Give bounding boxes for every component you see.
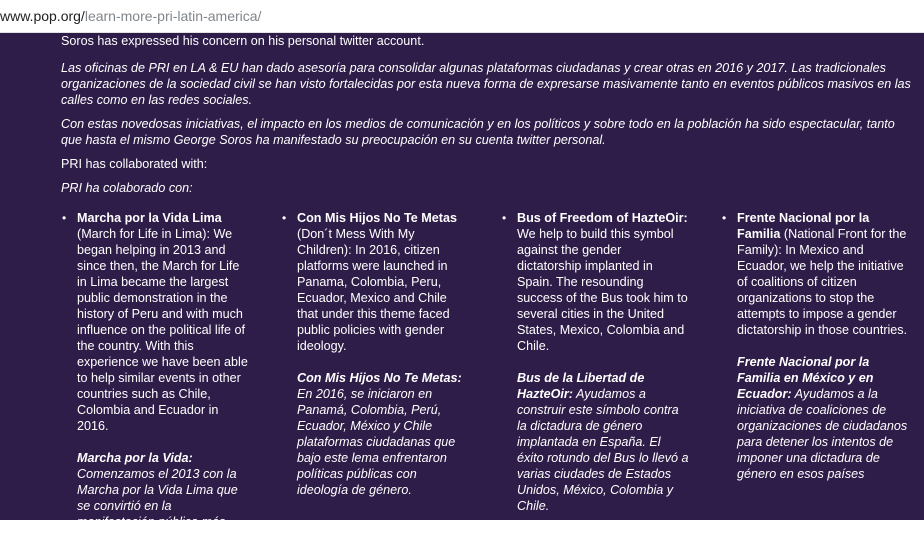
column-body-en: (March for Life in Lima): We began helping in 2013 and since then, the March for Life in Lima became the largest public demonstration in the history of Peru and with much influence on the political life of the country. With this experience we have been able to help similar events in other countries such as Chile, Colombia and Ecuador in 2016. — [77, 227, 248, 433]
column-marcha-vida — [62, 210, 249, 546]
column-text-en — [737, 210, 909, 338]
column-title-en: Frente Nacional por la Familia — [737, 211, 870, 241]
address-bar[interactable] — [0, 0, 924, 33]
column-con-mis-hijos — [282, 210, 469, 514]
column-title-es: Con Mis Hijos No Te Metas: — [297, 371, 462, 385]
column-text-en — [297, 210, 469, 354]
column-title-en: Con Mis Hijos No Te Metas — [297, 211, 458, 225]
column-text-es — [517, 370, 689, 514]
column-body-es: Comenzamos el 2013 con la Marcha por la Vida Lima que se convirtió en la manifestación pública más — [77, 467, 238, 529]
column-body-es: Ayudamos a construir este símbolo contra la dictadura de género implantada en España. El éxito rotundo del Bus lo llevó a varias ciudades de Estados Unidos, México, Colombia y Chile. — [517, 387, 689, 513]
column-body-es: En 2016, se iniciaron en Panamá, Colombia, Perú, Ecuador, México y Chile plataformas ciudadanas que bajo este lema enfrentaron políticas públicas con ideología de género. — [297, 387, 456, 497]
column-body-en: (National Front for the Family): In Mexico and Ecuador, we help the initiative of coalitions of citizen organizations to stop the attempts to impose a gender dictatorship in those countries. — [737, 227, 908, 337]
bullet-icon: • — [62, 211, 67, 225]
column-bus-hazteoir — [502, 210, 689, 530]
intro-section — [61, 33, 911, 204]
column-frente-nacional — [722, 210, 909, 498]
bullet-icon: • — [282, 211, 287, 225]
column-title-en: Marcha por la Vida Lima — [77, 211, 222, 225]
collab-heading-en: PRI has collaborated with: — [61, 157, 208, 171]
bullet-icon: • — [722, 211, 727, 225]
page-content — [0, 33, 924, 529]
intro-line-top: Soros has expressed his concern on his personal twitter account. — [61, 34, 425, 48]
collab-heading-es: PRI ha colaborado con: — [61, 181, 193, 195]
column-body-es: Ayudamos a la iniciativa de coaliciones de organizaciones de ciudadanos para detener los intentos de imponer una dictadura de género en esos países — [737, 387, 908, 481]
column-text-en — [77, 210, 249, 434]
column-text-es — [737, 354, 909, 482]
bullet-icon: • — [502, 211, 507, 225]
url-path: learn-more-pri-latin-america/ — [84, 8, 262, 24]
column-title-es: Bus de la Libertad de HazteOir: — [517, 371, 645, 401]
column-text-es — [77, 450, 249, 530]
column-title-en: Bus of Freedom of HazteOir: — [517, 211, 688, 225]
column-body-en: (Don´t Mess With My Children): In 2016, citizen platforms were launched in Panama, Colombia, Peru, Ecuador, Mexico and Chile that under this theme faced public policies with gender ideology. — [297, 227, 450, 353]
intro-paragraph-es-2: Con estas novedosas iniciativas, el impacto en los medios de comunicación y en los políticos y sobre todo en la población ha sido espectacular, tanto que hasta el mismo George Soros ha manifestado su preocupación en su cuenta twitter personal. — [61, 117, 895, 147]
column-text-es — [297, 370, 469, 498]
intro-paragraph-es-1: Las oficinas de PRI en LA & EU han dado asesoría para consolidar algunas plataformas ciudadanas y crear otras en 2016 y 2017. Las tradicionales organizaciones de la sociedad civil se han visto fortalecidas por esta nueva forma de expresarse masivamente tanto en eventos públicos masivos en las calles como en las redes sociales. — [61, 61, 911, 107]
column-title-es: Marcha por la Vida: — [77, 451, 193, 465]
column-title-es: Frente Nacional por la Familia en México y en Ecuador: — [737, 355, 874, 401]
column-text-en — [517, 210, 689, 354]
column-body-en: We help to build this symbol against the gender dictatorship implanted in Spain. The resounding success of the Bus took him to several cities in the United States, Mexico, Colombia and Chile. — [517, 227, 688, 353]
url-host: www.pop.org/ — [0, 8, 85, 24]
